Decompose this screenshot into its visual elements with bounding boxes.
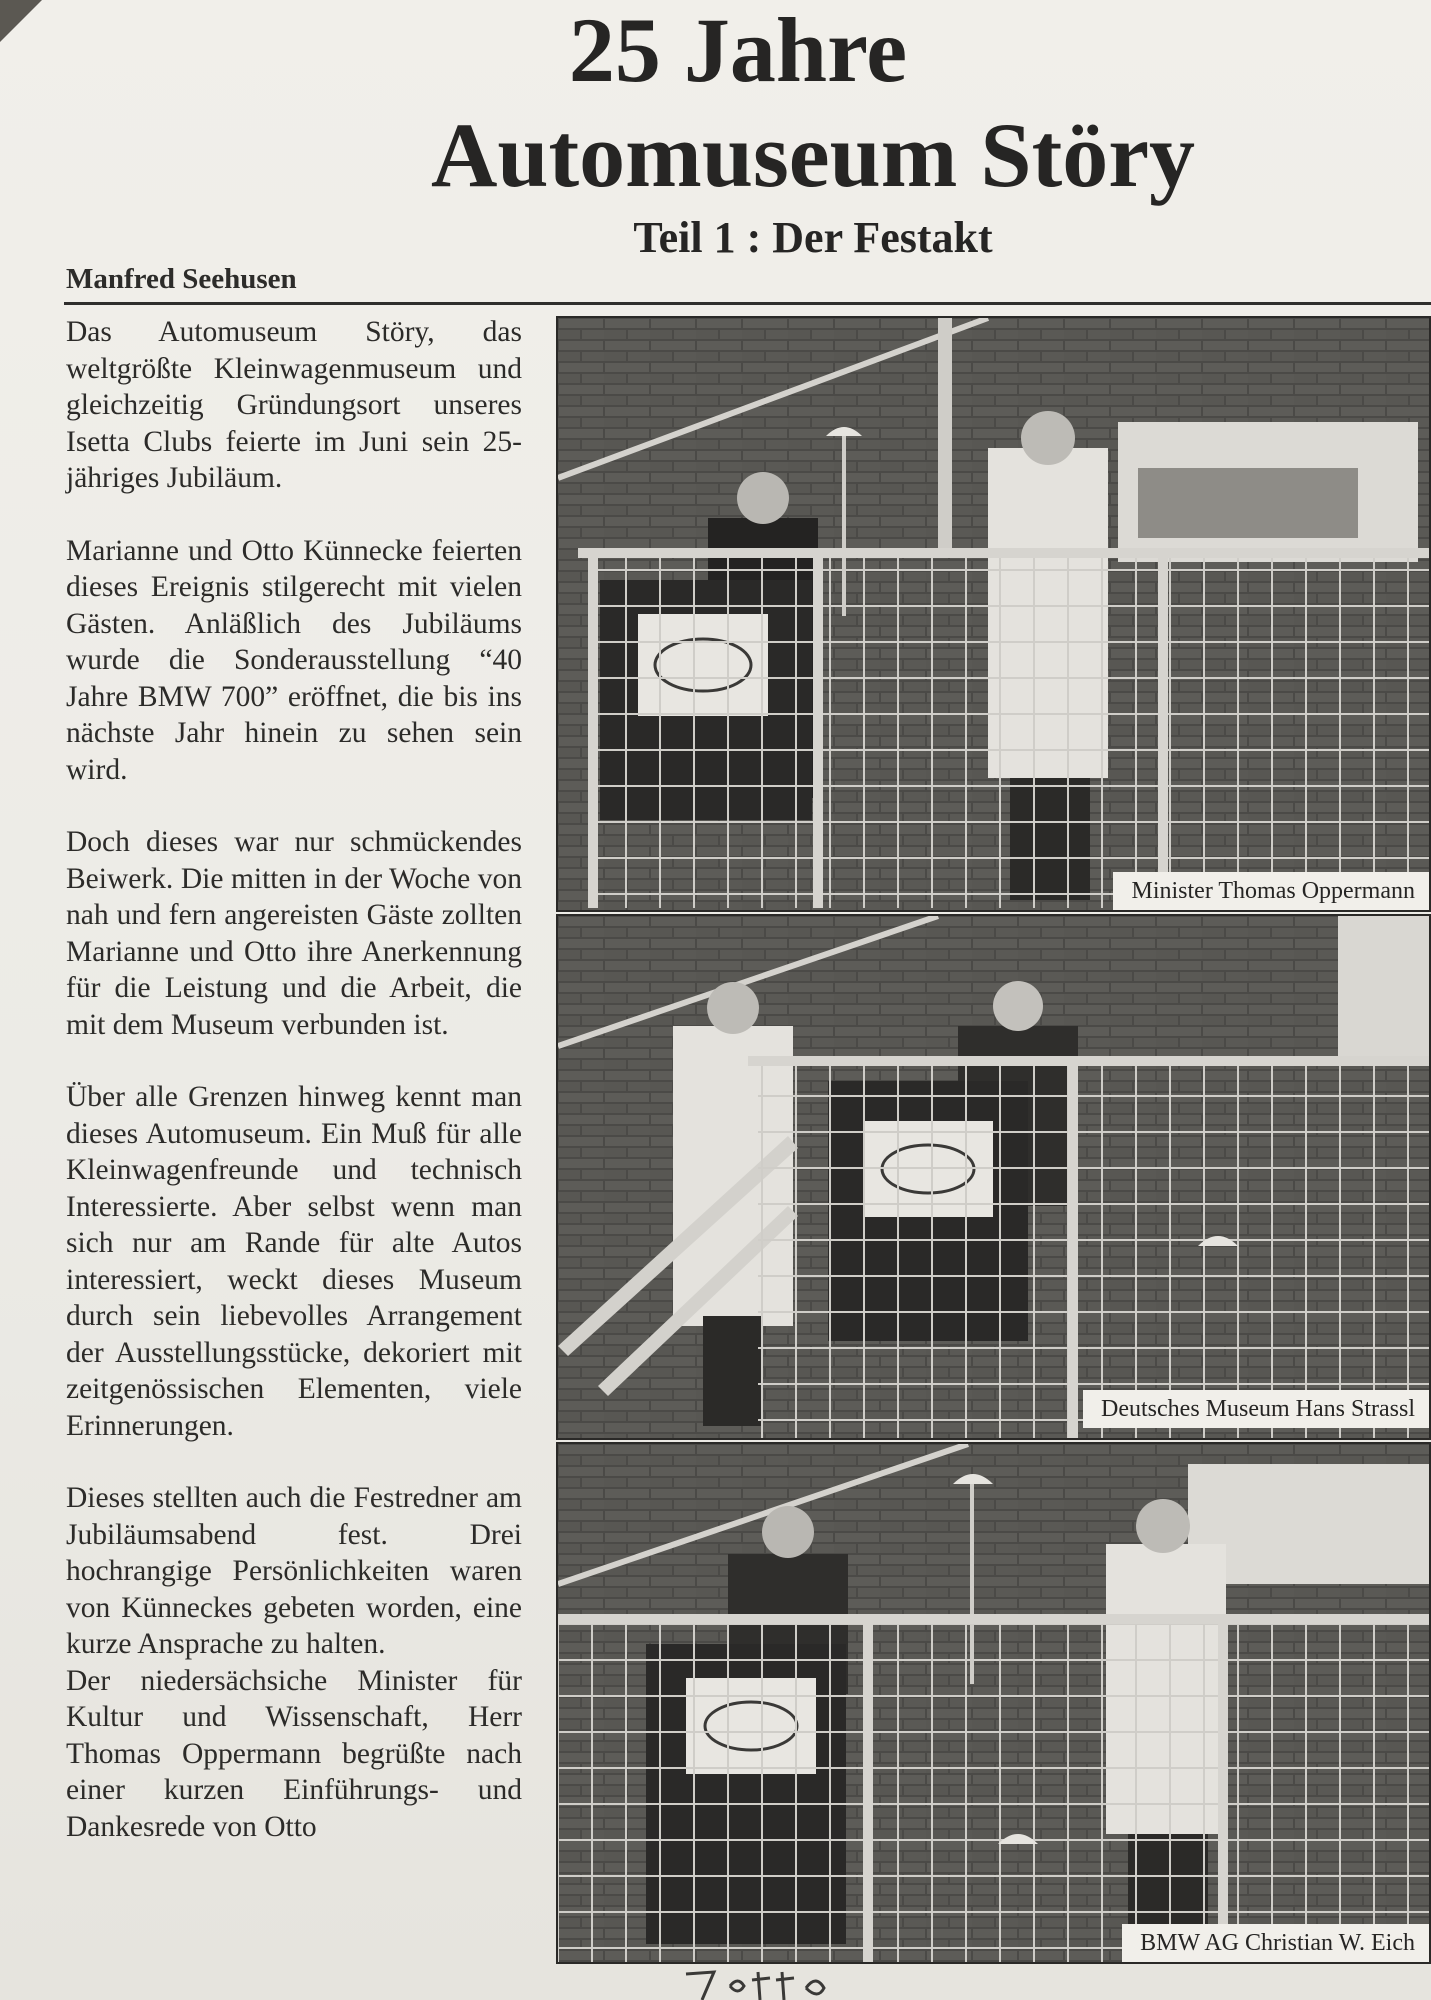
handwritten-mark — [680, 1966, 860, 2000]
article-author: Manfred Seehusen — [66, 263, 297, 295]
paragraph-guests: Doch dieses war nur schmückendes Beiwerk. Die mitten in der Woche von nah und fern angereisten Gäste zollten Marianne und Otto ihre Anerkennung für die Leistung und die Arbeit, die mit dem Museum verbunden ist. — [66, 826, 522, 1041]
paragraph-museum: Über alle Grenzen hinweg kennt man dieses Automuseum. Ein Muß für alle Kleinwagenfreunde und technisch Interessierte. Aber selbst wenn man sich nur am Rande für alte Autos interessiert, weckt dieses Museum durch sein liebevolles Arrangement der Ausstellungsstücke, dekoriert mit zeitgenössischen Elementen, viele Erinnerungen. — [66, 1081, 522, 1442]
article-title-line-1: 25 Jahre — [568, 0, 908, 101]
photo-minister-image — [558, 318, 1431, 912]
paragraph-celebration: Marianne und Otto Künnecke feierten dieses Ereignis stilgerecht mit vielen Gästen. Anläßlich des Jubiläums wurde die Sonderausstellung “40 Jahre BMW 700” eröffnet, die bis ins nächste Jahr hinein zu sehen sein wird. — [66, 534, 522, 786]
photo-minister — [556, 316, 1431, 912]
paragraph-speakers: Dieses stellten auch die Festredner am Jubiläumsabend fest. Drei hochrangige Persönlichkeiten waren von Künneckes gebeten worden, eine kurze Ansprache zu halten. — [66, 1482, 522, 1660]
photo-caption-minister: Minister Thomas Oppermann — [1113, 872, 1429, 910]
photo-museum — [556, 914, 1431, 1440]
paragraph-minister: Der niedersächsiche Minister für Kultur und Wissenschaft, Herr Thomas Oppermann begrüßte nach einer kurzen Einführungs- und Dankesrede von Otto — [66, 1664, 522, 1843]
article-body — [66, 314, 522, 1845]
photo-bmw-image — [558, 1444, 1431, 1964]
photo-bmw — [556, 1442, 1431, 1964]
photo-caption-museum: Deutsches Museum Hans Strassl — [1083, 1390, 1429, 1428]
article-subtitle: Teil 1 : Der Festakt — [633, 213, 993, 262]
photo-caption-bmw: BMW AG Christian W. Eich — [1122, 1924, 1429, 1962]
header-rule — [64, 302, 1431, 305]
article-title-line-2: Automuseum Störy — [430, 104, 1196, 206]
photo-museum-image — [558, 916, 1431, 1440]
paragraph-intro: Das Automuseum Störy, das weltgrößte Kleinwagenmuseum und gleichzeitig Gründungsort unseres Isetta Clubs feierte im Juni sein 25-jähriges Jubiläum. — [66, 316, 522, 494]
